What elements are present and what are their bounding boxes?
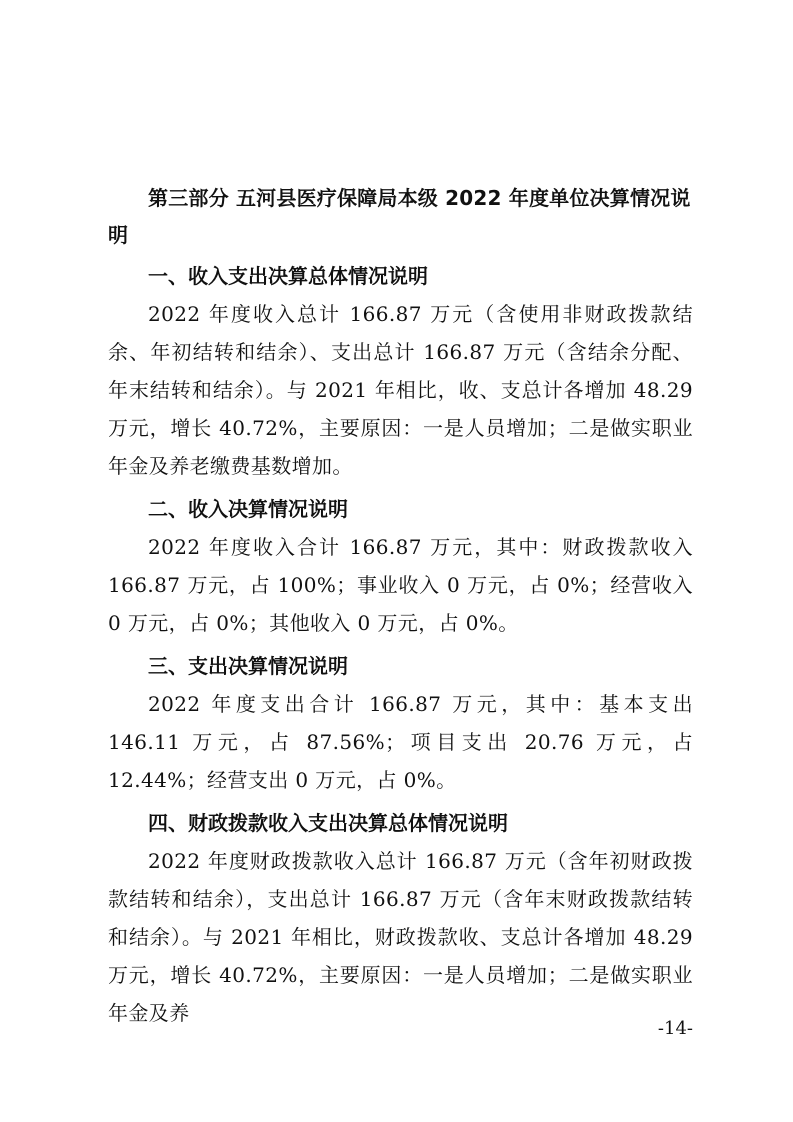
section-income — [108, 491, 693, 642]
section-overall-income-expenditure — [108, 258, 693, 485]
document-title: 第三部分 五河县医疗保障局本级 2022 年度单位决算情况说明 — [108, 186, 691, 247]
section-paragraph: 2022 年度支出合计 166.87 万元，其中：基本支出 146.11 万元，占 87.56%；项目支出 20.76 万元，占 12.44%；经营支出 0 万元，占 0%。 — [108, 692, 693, 792]
section-paragraph: 2022 年度收入总计 166.87 万元（含使用非财政拨款结余、年初结转和结余）、支出总计 166.87 万元（含结余分配、年末结转和结余）。与 2021 年相比，收、支总计各增加 48.29 万元，增长 40.72%，主要原因：一是人员增加；二是做实职业年金及养老缴费基数增加。 — [108, 302, 693, 478]
section-heading: 三、支出决算情况说明 — [148, 654, 348, 678]
section-heading: 二、收入决算情况说明 — [148, 497, 348, 521]
section-fiscal-appropriation — [108, 805, 693, 1032]
section-paragraph: 2022 年度收入合计 166.87 万元，其中：财政拨款收入 166.87 万元，占 100%；事业收入 0 万元，占 0%；经营收入 0 万元，占 0%；其他收入 0 万元，占 0%。 — [108, 535, 693, 635]
document-page — [108, 180, 693, 1038]
section-heading: 一、收入支出决算总体情况说明 — [148, 264, 428, 288]
page-number: -14- — [657, 1018, 693, 1039]
section-heading: 四、财政拨款收入支出决算总体情况说明 — [148, 811, 508, 835]
section-paragraph: 2022 年度财政拨款收入总计 166.87 万元（含年初财政拨款结转和结余），支出总计 166.87 万元（含年末财政拨款结转和结余）。与 2021 年相比，财政拨款收、支总计各增加 48.29 万元，增长 40.72%，主要原因：一是人员增加；二是做实职业年金及养 — [108, 849, 693, 1025]
section-expenditure — [108, 648, 693, 799]
